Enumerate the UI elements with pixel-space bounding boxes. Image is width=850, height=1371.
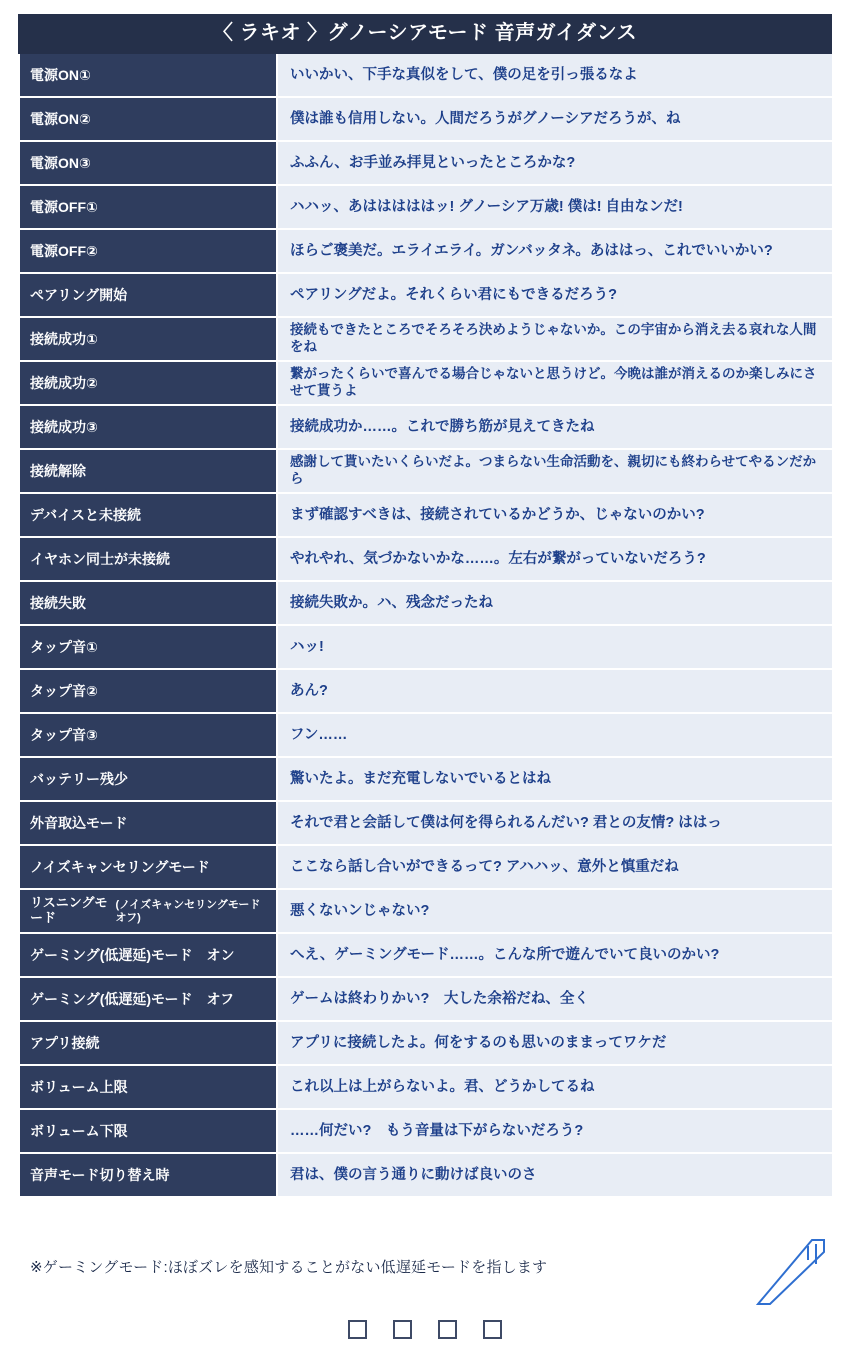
table-row — [20, 670, 832, 714]
row-voice-line: やれやれ、気づかないかな……。左右が繋がっていないだろう? — [278, 538, 832, 580]
table-row — [20, 802, 832, 846]
row-voice-line: アプリに接続したよ。何をするのも思いのままってワケだ — [278, 1022, 832, 1064]
row-label — [20, 318, 278, 360]
row-label-text: 音声モード切り替え時 — [30, 1166, 170, 1183]
row-label-text: 接続成功① — [30, 330, 98, 347]
table-row — [20, 98, 832, 142]
table-row — [20, 626, 832, 670]
row-label — [20, 230, 278, 272]
table-row — [20, 318, 832, 362]
table-row — [20, 1154, 832, 1196]
row-label — [20, 274, 278, 316]
table-row — [20, 890, 832, 934]
table-row — [20, 362, 832, 406]
row-label-text: 電源OFF① — [30, 198, 98, 215]
row-label — [20, 846, 278, 888]
row-label-text: アプリ接続 — [30, 1034, 100, 1051]
row-label — [20, 1110, 278, 1152]
row-voice-line: 僕は誰も信用しない。人間だろうがグノーシアだろうが、ね — [278, 98, 832, 140]
row-label-text: 電源OFF② — [30, 242, 98, 259]
row-label-text: 接続成功③ — [30, 418, 98, 435]
row-label — [20, 802, 278, 844]
marker-square — [483, 1320, 502, 1339]
row-label-text: 電源ON③ — [30, 154, 91, 171]
guidance-row-list — [18, 54, 832, 1196]
row-label-text: ゲーミング(低遅延)モード オフ — [30, 990, 235, 1007]
row-label-text: ボリューム下限 — [30, 1122, 128, 1139]
row-label-text: 電源ON① — [30, 66, 91, 83]
table-row — [20, 846, 832, 890]
table-row — [20, 538, 832, 582]
row-label-text: タップ音③ — [30, 726, 98, 743]
row-label-text: タップ音① — [30, 638, 98, 655]
table-row — [20, 978, 832, 1022]
row-voice-line: ペアリングだよ。それくらい君にもできるだろう? — [278, 274, 832, 316]
table-row — [20, 582, 832, 626]
row-voice-line: 驚いたよ。まだ充電しないでいるとはね — [278, 758, 832, 800]
footnote: ※ゲーミングモード:ほぼズレを感知することがない低遅延モードを指します — [30, 1259, 548, 1276]
row-label-text: デバイスと未接続 — [30, 506, 142, 523]
row-label — [20, 626, 278, 668]
table-row — [20, 1110, 832, 1154]
row-label-text: ペアリング開始 — [30, 286, 128, 303]
table-row — [20, 1022, 832, 1066]
row-voice-line: いいかい、下手な真似をして、僕の足を引っ張るなよ — [278, 54, 832, 96]
row-label-text: リスニングモード — [30, 895, 108, 925]
row-label — [20, 670, 278, 712]
row-label-text: イヤホン同士が未接続 — [30, 550, 170, 567]
row-label — [20, 186, 278, 228]
row-label — [20, 406, 278, 448]
table-row — [20, 450, 832, 494]
row-label — [20, 494, 278, 536]
row-voice-line: ほらご褒美だ。エライエライ。ガンバッタネ。あははっ、これでいいかい? — [278, 230, 832, 272]
row-label-text: 接続失敗 — [30, 594, 86, 611]
row-voice-line: へえ、ゲーミングモード……。こんな所で遊んでいて良いのかい? — [278, 934, 832, 976]
row-label-text: タップ音② — [30, 682, 98, 699]
row-label — [20, 538, 278, 580]
row-label-subtext: (ノイズキャンセリングモード オフ) — [115, 898, 272, 924]
row-voice-line: 君は、僕の言う通りに動けば良いのさ — [278, 1154, 832, 1196]
marker-square — [438, 1320, 457, 1339]
table-row — [20, 230, 832, 274]
row-label — [20, 934, 278, 976]
row-label-text: ノイズキャンセリングモード — [30, 858, 210, 875]
guidance-table — [18, 14, 832, 1196]
page-title: 〈 ラキオ 〉グノーシアモード 音声ガイダンス — [18, 14, 832, 54]
row-voice-line: あん? — [278, 670, 832, 712]
row-voice-line: これ以上は上がらないよ。君、どうかしてるね — [278, 1066, 832, 1108]
row-label-text: バッテリー残少 — [30, 770, 128, 787]
row-label — [20, 582, 278, 624]
row-label — [20, 1154, 278, 1196]
row-label — [20, 362, 278, 404]
row-label — [20, 54, 278, 96]
row-label-text: ボリューム上限 — [30, 1078, 128, 1095]
row-label-text: ゲーミング(低遅延)モード オン — [30, 946, 235, 963]
row-voice-line: まず確認すべきは、接続されているかどうか、じゃないのかい? — [278, 494, 832, 536]
row-label — [20, 1066, 278, 1108]
row-voice-line: 接続成功か……。これで勝ち筋が見えてきたね — [278, 406, 832, 448]
row-voice-line: ハッ! — [278, 626, 832, 668]
row-voice-line: 悪くないンじゃない? — [278, 890, 832, 932]
row-label — [20, 450, 278, 492]
row-voice-line: 感謝して貰いたいくらいだよ。つまらない生命活動を、親切にも終わらせてやるンだから — [278, 450, 832, 492]
table-row — [20, 934, 832, 978]
row-voice-line: 繋がったくらいで喜んでる場合じゃないと思うけど。今晩は誰が消えるのか楽しみにさせて貰うよ — [278, 362, 832, 404]
row-label — [20, 714, 278, 756]
row-label-text: 外音取込モード — [30, 814, 128, 831]
row-voice-line: 接続失敗か。ハ、残念だったね — [278, 582, 832, 624]
row-label — [20, 758, 278, 800]
corner-decoration-icon — [756, 1238, 826, 1306]
row-voice-line: ここなら話し合いができるって? アハハッ、意外と慎重だね — [278, 846, 832, 888]
row-label-text: 電源ON② — [30, 110, 91, 127]
row-label — [20, 1022, 278, 1064]
table-row — [20, 54, 832, 98]
table-row — [20, 274, 832, 318]
row-voice-line: ……何だい? もう音量は下がらないだろう? — [278, 1110, 832, 1152]
marker-square — [348, 1320, 367, 1339]
row-label-text: 接続解除 — [30, 462, 86, 479]
row-voice-line: それで君と会話して僕は何を得られるんだい? 君との友情? ははっ — [278, 802, 832, 844]
table-row — [20, 406, 832, 450]
row-voice-line: ゲームは終わりかい? 大した余裕だね、全く — [278, 978, 832, 1020]
row-voice-line: フン…… — [278, 714, 832, 756]
table-row — [20, 142, 832, 186]
row-label-text: 接続成功② — [30, 374, 98, 391]
table-row — [20, 758, 832, 802]
table-row — [20, 494, 832, 538]
table-row — [20, 186, 832, 230]
row-voice-line: ふふん、お手並み拝見といったところかな? — [278, 142, 832, 184]
row-label — [20, 978, 278, 1020]
row-label — [20, 98, 278, 140]
marker-square — [393, 1320, 412, 1339]
page-marker-squares — [0, 1320, 850, 1339]
table-row — [20, 1066, 832, 1110]
table-row — [20, 714, 832, 758]
row-label — [20, 890, 278, 932]
row-voice-line: 接続もできたところでそろそろ決めようじゃないか。この宇宙から消え去る哀れな人間をね — [278, 318, 832, 360]
row-label — [20, 142, 278, 184]
row-voice-line: ハハッ、あはははははッ! グノーシア万歳! 僕は! 自由なンだ! — [278, 186, 832, 228]
